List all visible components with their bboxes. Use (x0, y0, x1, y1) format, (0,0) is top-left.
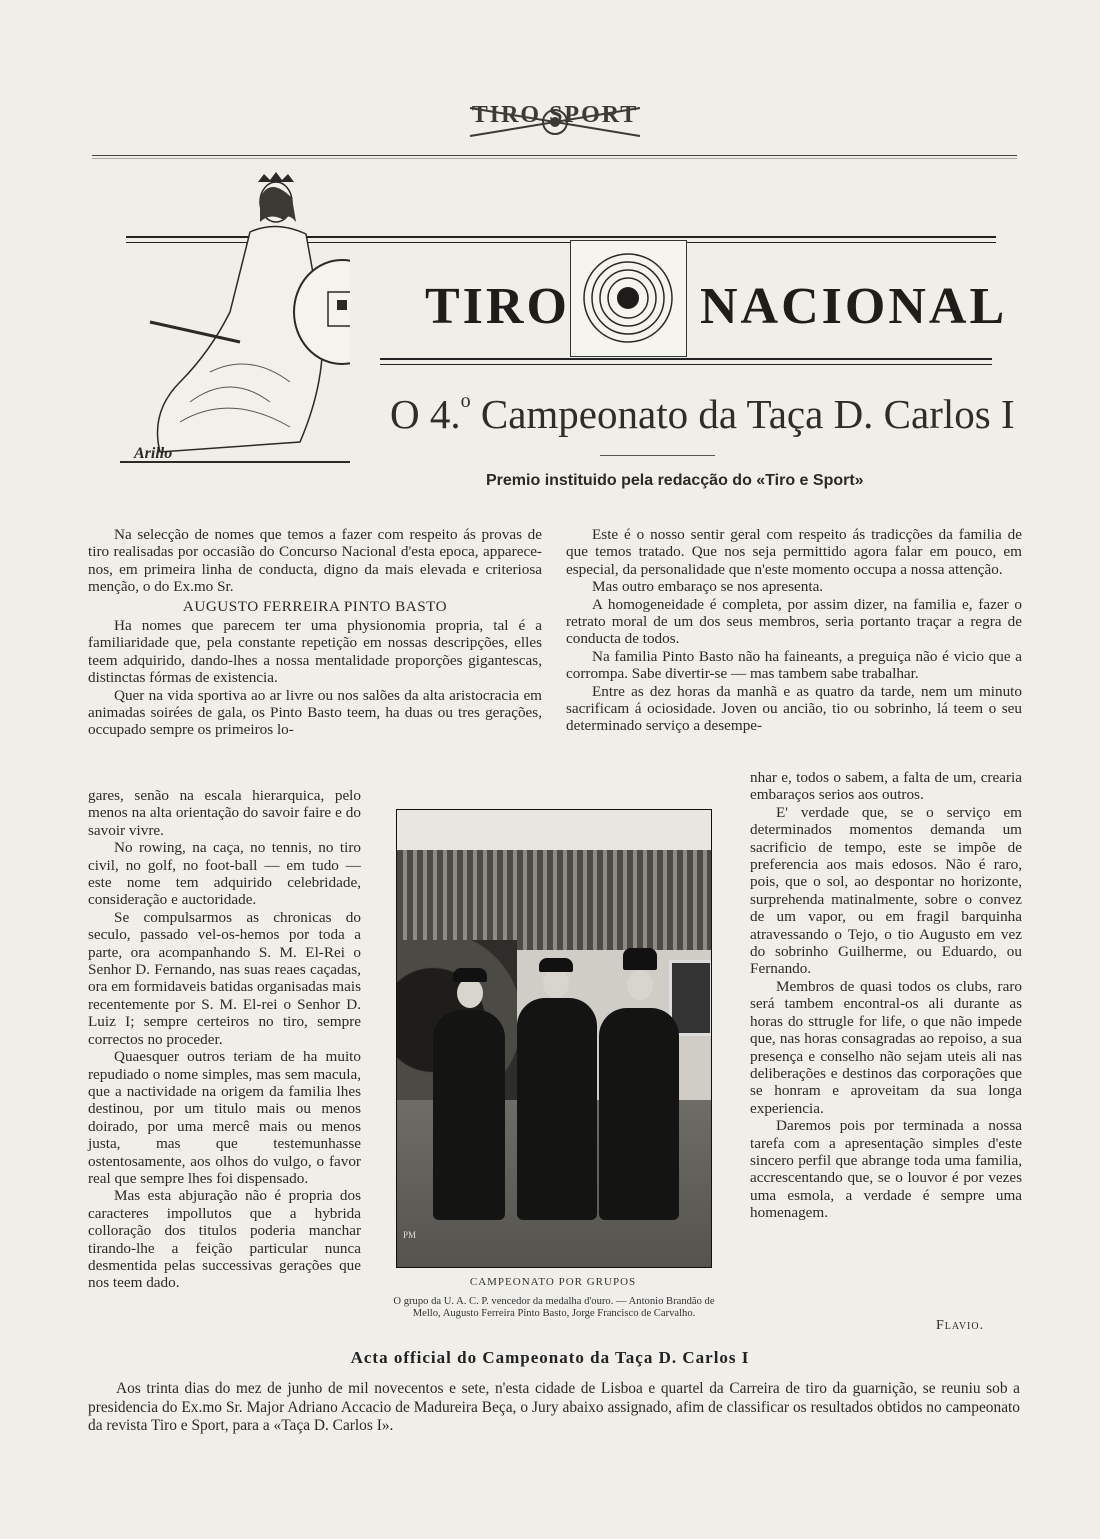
group-photograph (396, 809, 712, 1268)
masthead-logo (460, 96, 650, 146)
honoree-name: AUGUSTO FERREIRA PINTO BASTO (182, 597, 448, 615)
photo-mark: PM (403, 1230, 417, 1240)
paragraph: Ha nomes que parecem ter uma physionomia propria, tal é a familiaridade que, pela constante repetição em nossas descripções, elles teem adquirido, dando-lhes a nossa mentalidade proporções gigantescas, distinctas fórmas de existencia. (88, 617, 542, 687)
author-signature: Flavio. (936, 1318, 985, 1333)
paragraph: gares, senão na escala hierarquica, pelo menos na alta orientação do savoir faire e do savoir vivre. (88, 787, 361, 839)
masthead-label: TIRO SPORT (471, 102, 639, 128)
title-underline (600, 455, 715, 456)
paragraph: Quer na vida sportiva ao ar livre ou nos salões da alta aristocracia em animadas soirées de gala, os Pinto Basto teem, ha duas ou tres gerações, occupado sempre os primeiros lo- (88, 686, 542, 739)
paragraph: Na familia Pinto Basto não ha faineants, a preguiça não é vicio que a corrompa. Sabe divertir-se — mas tambem sabe trabalhar. (566, 647, 1022, 683)
paragraph: Entre as dez horas da manhã e as quatro da tarde, nem um minuto sacrificam á ociosidade. Joven ou ancião, tio ou sobrinho, lá teem o seu determinado serviço a desempe- (566, 682, 1022, 735)
paragraph: Este é o nosso sentir geral com respeito ás tradicções da familia de que temos tratado. Que nos seja permittido agora falar em pouco, em especial, da personalidade que n'este momento occupa a nossa attenção. (566, 526, 1022, 578)
photo-caption-title: CAMPEONATO POR GRUPOS (469, 1276, 637, 1288)
paragraph: Mas outro embaraço se nos apresenta. (592, 578, 824, 596)
left-column-top (88, 526, 542, 739)
paragraph: Daremos pois por terminada a nossa tarefa com a apresentação simples d'este sincero perfil que abrange toda uma familia, accrescentando que, se o louvor é por vezes uma esmola, a verdade é sempre uma homenagem. (750, 1117, 1022, 1222)
paragraph: nhar e, todos o sabem, a falta de um, crearia embaraços serios aos outros. (750, 769, 1022, 804)
acta-heading: Acta official do Campeonato da Taça D. Carlos I (350, 1348, 750, 1367)
man-right (599, 1008, 679, 1220)
title-ordinal: o (460, 390, 471, 412)
paragraph: A homogeneidade é completa, por assim dizer, na familia e, fazer o retrato moral de um dos seus membros, seria portanto traçar a regra de conducta de todos. (566, 595, 1022, 648)
banner-title-right: NACIONAL (700, 278, 1008, 335)
shooting-target-icon (571, 241, 686, 356)
banner-rule-bottom-thin (380, 364, 992, 365)
left-column-narrow (88, 787, 361, 1292)
paragraph: No rowing, na caça, no tennis, no tiro civil, no golf, no foot-ball — em tudo — este nome tem adquirido celebridade, consideração e auctoridade. (88, 839, 361, 909)
article-title (390, 390, 1015, 438)
right-column-top (566, 526, 1022, 735)
man-center (517, 998, 597, 1220)
article-subtitle: Premio instituido pela redacção do «Tiro e Sport» (486, 472, 864, 489)
banner-rule-bottom (380, 358, 992, 360)
top-rule-thin (92, 158, 1017, 159)
top-rule (92, 155, 1017, 156)
acta-body (88, 1380, 1020, 1436)
paragraph: E' verdade que, se o serviço em determinados momentos demanda um sacrificio de tempo, este se impõe de preferencia aos mais edosos. Não é raro, pois, que o sol, ao despontar no horizonte, surprehenda matinalmente, sobre o convez de um vapor, ou em fragil barquinha atravessando o Tejo, o tio Augusto em vez do sobrinho Guilherme, ou Eduardo, ou Fernando. (750, 803, 1022, 978)
paragraph: Mas esta abjuração não é propria dos caracteres impollutos que a hybrida colloração dos titulos poderia manchar tirando-lhe a feição particular nunca desmentida pelas successivas gerações que nos teem dado. (88, 1187, 361, 1292)
allegorical-figure-illustration (120, 172, 350, 472)
target-panel (570, 240, 687, 357)
tiled-roof (397, 850, 711, 950)
paragraph: Aos trinta dias do mez de junho de mil novecentos e sete, n'esta cidade de Lisboa e quartel da Carreira de tiro da guarnição, se reuniu sob a presidencia do Ex.mo Sr. Major Adriano Accacio de Madureira Beça, o Jury abaixo assignado, afim de classificar os resultados obtidos no campeonato da revista Tiro e Sport, para a «Taça D. Carlos I». (88, 1380, 1020, 1435)
right-column-narrow (750, 769, 1022, 1222)
banner-title-left: TIRO (425, 278, 570, 335)
man-left (433, 1010, 505, 1220)
paragraph: Na selecção de nomes que temos a fazer com respeito ás provas de tiro realisadas por occasião do Concurso Nacional d'esta epoca, apparece-nos, em primeira linha de conducta, digno da mais elevada e criteriosa menção, o do Ex.mo Sr. (88, 526, 542, 596)
photo-caption: O grupo da U. A. C. P. vencedor da medalha d'ouro. — Antonio Brandão de Mello, Augusto Ferreira Pinto Basto, Jorge Francisco de Carvalho. (393, 1296, 715, 1319)
paragraph: Quaesquer outros teriam de ha muito repudiado o nome simples, mas sem macula, que a nactividade na origem da familia lhes destinou, por um titulo mais ou menos doirado, por uma mercê mais ou menos justa, mas que testemunhasse ostentosamente, aos olhos do vulgo, o favor real que sempre lhes foi dispensado. (88, 1048, 361, 1187)
paragraph: Se compulsarmos as chronicas do seculo, passado vel-os-hemos por toda a parte, ora acompanhando S. M. El-Rei o Senhor D. Fernando, nas suas reaes caçadas, ora em formidaveis batidas organisadas mais recentemente por S. M. El-rei o Senhor D. Luiz I; sempre certeiros no tiro, sempre correctos no proceder. (88, 908, 361, 1048)
title-prefix: O 4. (390, 391, 461, 437)
paragraph: Membros de quasi todos os clubs, raro será tambem encontral-os ali durante as horas do sttrugle for life, o que não impede que, nas horas consagradas ao repoiso, a sua presença e conselho não sejam uteis ali nas deliberações e destinos das corporações que se honram e aproveitam da sua longa experiencia. (750, 977, 1022, 1117)
title-rest: Campeonato da Taça D. Carlos I (480, 391, 1015, 437)
artist-signature: Arillo (134, 445, 173, 462)
